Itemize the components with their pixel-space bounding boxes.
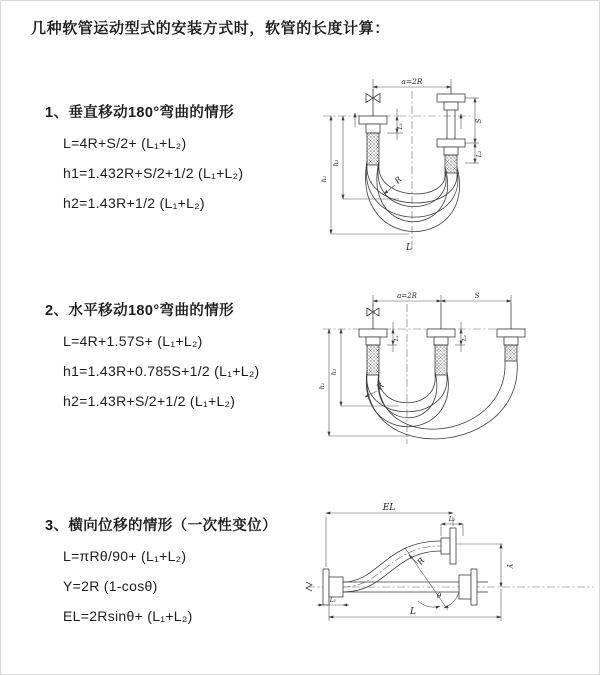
page-title: 几种软管运动型式的安装方式时，软管的长度计算： bbox=[31, 20, 390, 37]
formula-line: h1=1.43R+0.785S+1/2 (L₁+L₂) bbox=[63, 363, 260, 379]
section-lateral-displacement bbox=[45, 514, 277, 631]
section-vertical-bend bbox=[45, 101, 243, 218]
dim-label-r: R bbox=[374, 380, 386, 392]
diagram-vertical-bend bbox=[311, 67, 596, 262]
dim-label-l1: L₁ bbox=[394, 335, 400, 341]
diagram-lateral-displacement bbox=[301, 497, 600, 652]
section-heading: 1、垂直移动180°弯曲的情形 bbox=[45, 105, 235, 121]
middle-pipe-fitting bbox=[427, 303, 455, 375]
dimension-a2r bbox=[373, 77, 451, 91]
dimension-h1 bbox=[320, 116, 409, 234]
left-pipe-fitting bbox=[359, 303, 387, 375]
formula-line: h1=1.432R+S/2+1/2 (L₁+L₂) bbox=[63, 165, 244, 181]
dimension-l1 bbox=[317, 597, 349, 605]
dim-label-y: Y bbox=[505, 563, 513, 569]
dimension-s bbox=[441, 292, 511, 301]
dim-label-l2: L₂ bbox=[448, 516, 456, 523]
displaced-hose-curve bbox=[343, 528, 456, 592]
dim-label-h1: h₁ bbox=[318, 382, 326, 390]
formula-line: EL=2Rsinθ+ (L₁+L₂) bbox=[63, 608, 193, 624]
formula-line: h2=1.43R+S/2+1/2 (L₁+L₂) bbox=[63, 393, 236, 409]
dim-label-l: L bbox=[410, 607, 416, 617]
radius-callout bbox=[409, 555, 426, 567]
dimension-a2r bbox=[373, 292, 511, 305]
dim-label-l1: L₁ bbox=[329, 597, 337, 604]
break-mark bbox=[306, 582, 312, 591]
dim-label-l: L bbox=[406, 243, 412, 253]
dim-label-a2r: a=2R bbox=[401, 77, 423, 86]
dim-label-s: S bbox=[475, 118, 483, 124]
section-heading: 2、水平移动180°弯曲的情形 bbox=[45, 303, 235, 319]
dim-label-l2: L₂ bbox=[462, 335, 468, 341]
dimension-l2 bbox=[465, 143, 483, 163]
dim-label-h2: h₂ bbox=[330, 368, 338, 376]
dimension-s bbox=[465, 98, 483, 143]
dim-label-r: R bbox=[392, 174, 404, 186]
dim-label-r: R bbox=[415, 556, 427, 567]
formula-line: L=4R+S/2+ (L₁+L₂) bbox=[63, 135, 187, 151]
dimension-l2 bbox=[455, 322, 468, 352]
left-pipe-fitting bbox=[355, 89, 387, 165]
right-pipe-fitting bbox=[497, 303, 525, 361]
formula-line: h2=1.43R+1/2 (L₁+L₂) bbox=[63, 195, 205, 211]
dim-label-h2: h₂ bbox=[332, 159, 340, 167]
section-horizontal-bend bbox=[45, 299, 260, 416]
formula-line: Y=2R (1-cosθ) bbox=[63, 578, 158, 594]
dimension-h2 bbox=[332, 116, 399, 199]
diagram-horizontal-bend bbox=[311, 284, 600, 454]
dim-label-h1: h₁ bbox=[320, 175, 328, 183]
dim-label-theta: θ bbox=[436, 592, 442, 600]
dim-label-s: S bbox=[474, 292, 480, 300]
dimension-y bbox=[501, 544, 513, 587]
right-pipe-fitting bbox=[437, 87, 465, 173]
dim-label-el: EL bbox=[382, 503, 396, 513]
centerlines bbox=[323, 304, 526, 444]
formula-line: L=πRθ/90+ (L₁+L₂) bbox=[63, 548, 187, 564]
formula-line: L=4R+1.57S+ (L₁+L₂) bbox=[63, 333, 203, 349]
dimension-h2 bbox=[330, 329, 399, 406]
dim-label-l2: L₂ bbox=[476, 150, 483, 158]
dimension-l1 bbox=[387, 109, 404, 140]
dimension-l1 bbox=[387, 322, 400, 352]
section-heading: 3、横向位移的情形（一次性变位） bbox=[45, 518, 277, 534]
dim-label-l1: L₁ bbox=[397, 122, 404, 130]
dim-label-a2r: a=2R bbox=[397, 292, 417, 300]
